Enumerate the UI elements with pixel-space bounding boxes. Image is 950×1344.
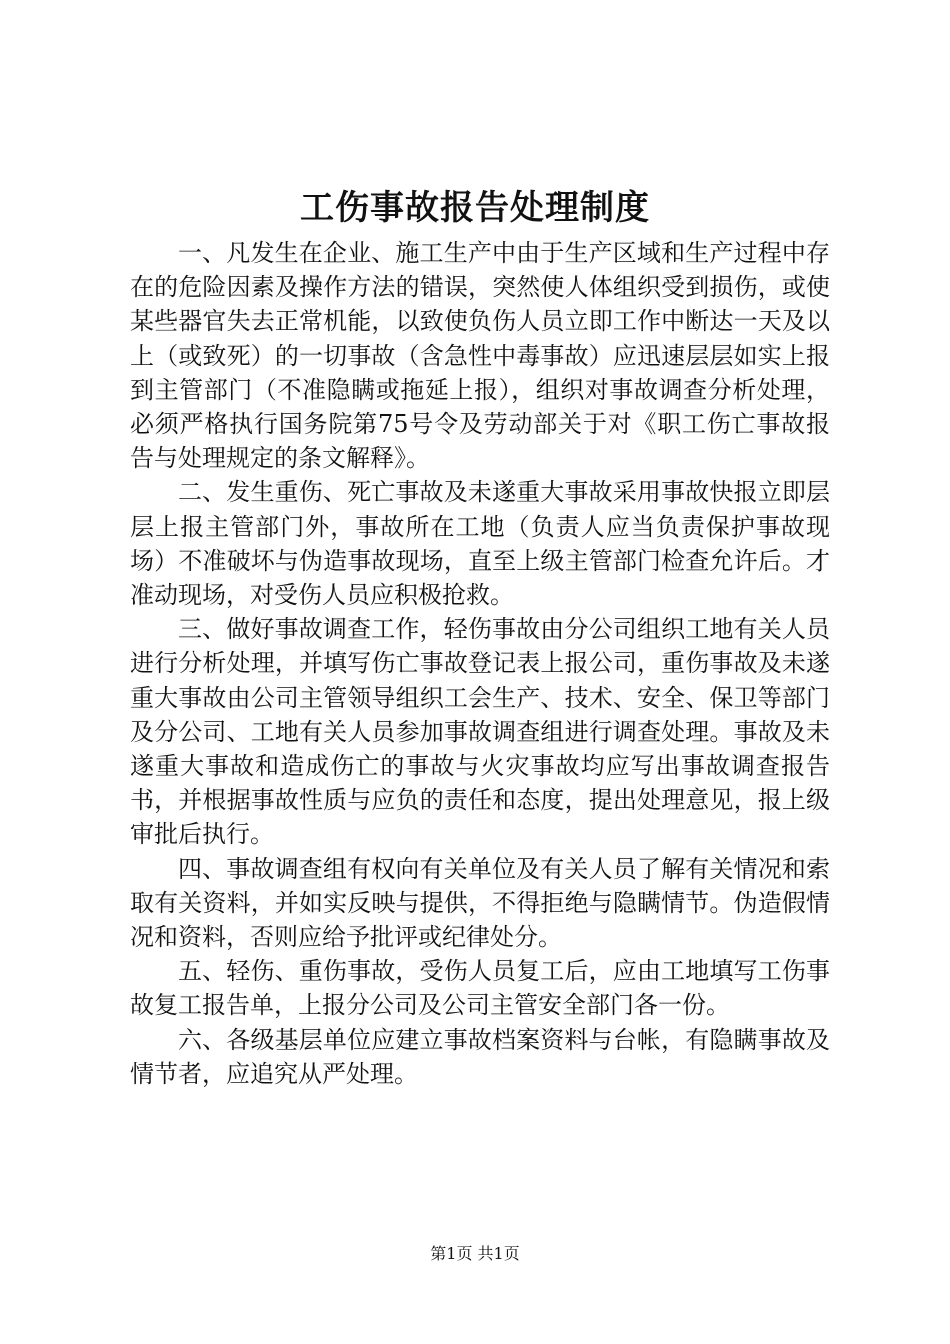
paragraph-3: 三、做好事故调查工作，轻伤事故由分公司组织工地有关人员进行分析处理，并填写伤亡事故登记表上报公司，重伤事故及未遂重大事故由公司主管领导组织工会生产、技术、安全、保卫等部门及分公司、工地有关人员参加事故调查组进行调查处理。事故及未遂重大事故和造成伤亡的事故与火灾事故均应写出事故调查报告书，并根据事故性质与应负的责任和态度，提出处理意见，报上级审批后执行。	[130, 615, 830, 849]
document-title: 工伤事故报告处理制度	[300, 188, 650, 228]
page-number-footer: 第1页 共1页	[430, 1244, 520, 1263]
paragraph-2: 二、发生重伤、死亡事故及未遂重大事故采用事故快报立即层层上报主管部门外，事故所在工地（负责人应当负责保护事故现场）不准破坏与伪造事故现场，直至上级主管部门检查允许后。才准动现场，对受伤人员应积极抢救。	[130, 478, 830, 610]
document-body	[130, 236, 830, 1091]
paragraph-6: 六、各级基层单位应建立事故档案资料与台帐，有隐瞒事故及情节者，应追究从严处理。	[130, 1025, 830, 1088]
paragraph-5: 五、轻伤、重伤事故，受伤人员复工后，应由工地填写工伤事故复工报告单，上报分公司及公司主管安全部门各一份。	[130, 957, 830, 1020]
paragraph-1: 一、凡发生在企业、施工生产中由于生产区域和生产过程中存在的危险因素及操作方法的错误，突然使人体组织受到损伤，或使某些器官失去正常机能，以致使负伤人员立即工作中断达一天及以上（或致死）的一切事故（含急性中毒事故）应迅速层层如实上报到主管部门（不准隐瞒或拖延上报），组织对事故调查分析处理，必须严格执行国务院第75号令及劳动部关于对《职工伤亡事故报告与处理规定的条文解释》。	[130, 239, 830, 473]
paragraph-4: 四、事故调查组有权向有关单位及有关人员了解有关情况和索取有关资料，并如实反映与提供，不得拒绝与隐瞒情节。伪造假情况和资料，否则应给予批评或纪律处分。	[130, 854, 830, 952]
